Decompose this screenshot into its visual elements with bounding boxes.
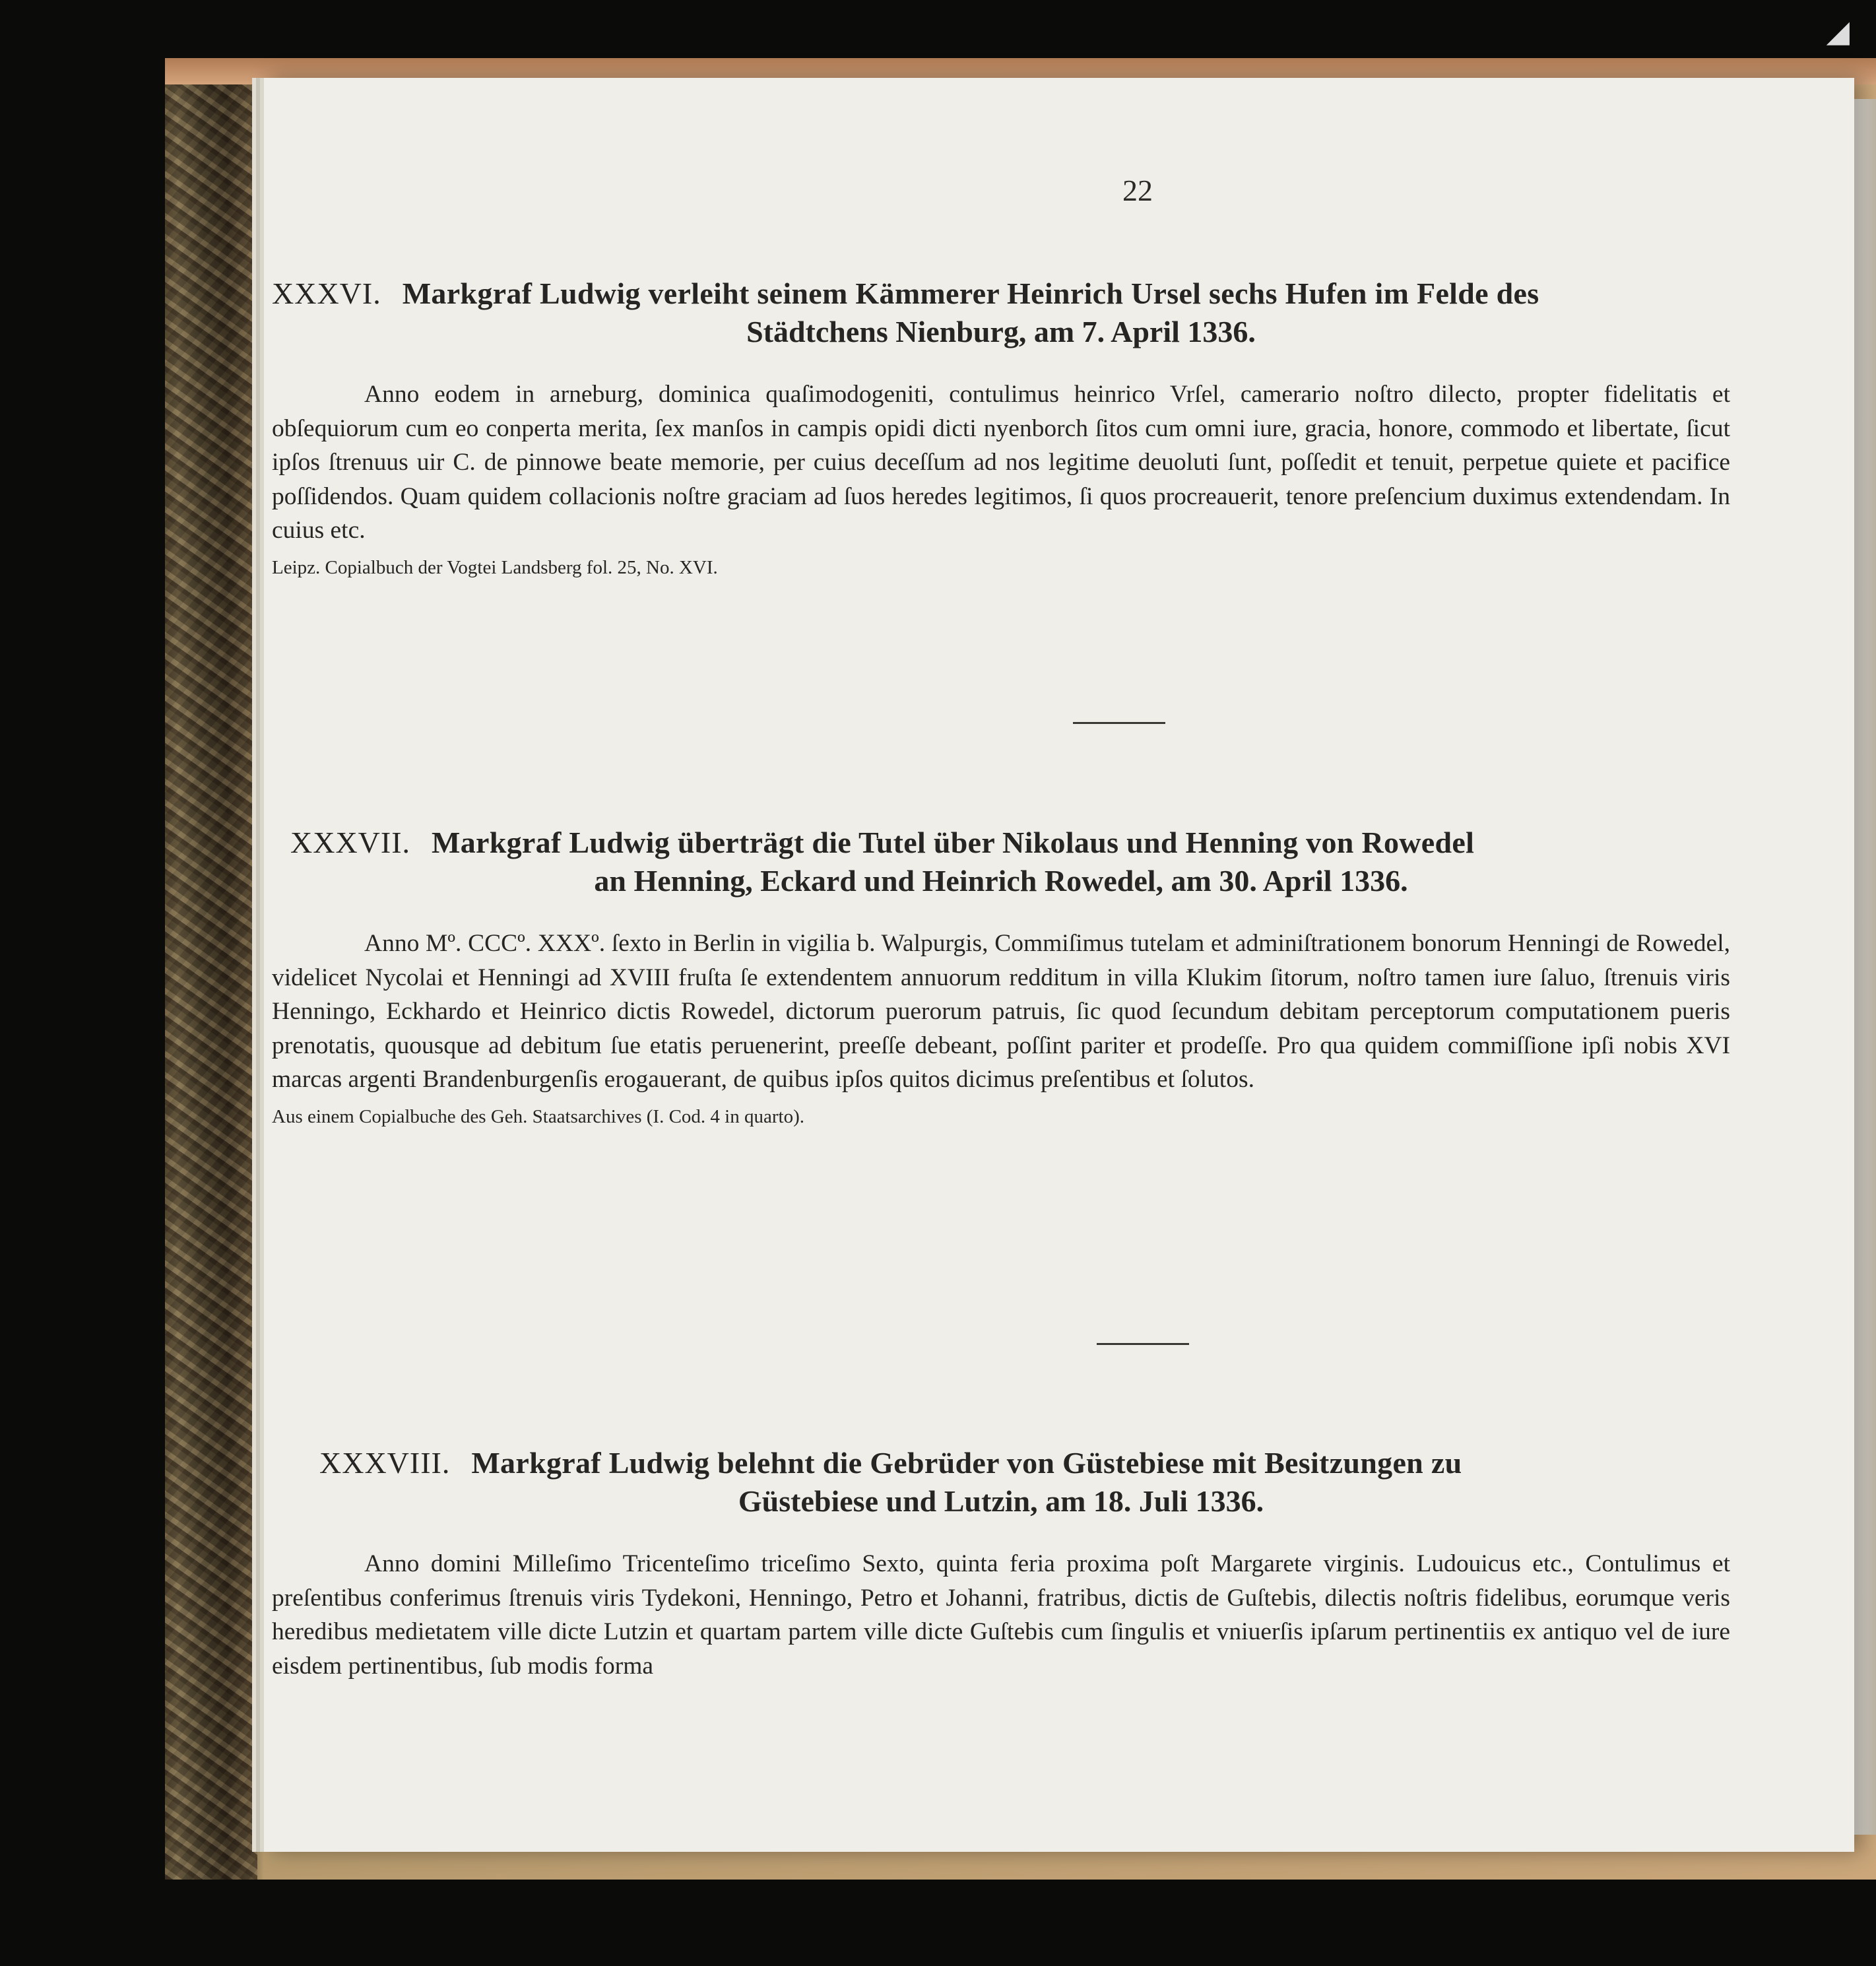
page-number: 22 (1122, 174, 1153, 207)
section-title-continued: Güstebiese und Lutzin, am 18. Juli 1336. (738, 1484, 1264, 1518)
section-body: Anno domini Milleſimo Tricenteſimo triceſimo Sexto, quinta feria proxima poſt Margarete virginis. Ludouicus etc., Contulimus et preſentibus conferimus ſtrenuis viris Tydekoni, Henningo, Petro et Johanni, fratribus, dictis de Guſtebis, dilectis noſtris fidelibus, eorumque veris heredibus medietatem ville dicte Lutzin et quartam partem ville dicte Guſtebis cum ſingulis et vniuerſis ipſarum pertinentiis ex antiquo vel de iure eisdem pertinentibus, ſub modis forma (272, 1550, 1730, 1680)
section-title-continued: Städtchens Nienburg, am 7. April 1336. (746, 315, 1256, 348)
section-numeral: XXXVII. (290, 826, 411, 859)
section-source: Leipz. Copialbuch der Vogtei Landsberg fol. 25, No. XVI. (272, 556, 718, 578)
section-title: Markgraf Ludwig verleiht seinem Kämmerer Heinrich Ursel sechs Hufen im Felde des (402, 277, 1539, 310)
section-body: Anno eodem in arneburg, dominica quaſimodogeniti, contulimus heinrico Vrſel, camerario noſtro dilecto, propter fidelitatis et obſequiorum cum eo conperta merita, ſex manſos in campis opidi dicti nyenborch ſitos cum omni iure, gracia, honore, commodo et libertate, ſicut ipſos ſtrenuus uir C. de pinnowe beate memorie, per cuius deceſſum ad nos legitime deuoluti ſunt, poſſedit et tenuit, perpetue quiete et pacifice poſſidendos. Quam quidem collacionis noſtre graciam ad ſuos heredes legitimos, ſi quos procreauerit, tenore preſencium duximus extendendam. In cuius etc. (272, 381, 1730, 544)
document-section (272, 1444, 1730, 1683)
section-numeral: XXXVIII. (319, 1446, 451, 1480)
document-section (272, 275, 1730, 581)
section-title: Markgraf Ludwig belehnt die Gebrüder von Güstebiese mit Besitzungen zu (471, 1446, 1462, 1480)
document-section (272, 824, 1730, 1130)
section-heading (272, 1444, 1730, 1482)
section-divider (1073, 722, 1165, 724)
section-body: Anno Mº. CCCº. XXXº. ſexto in Berlin in vigilia b. Walpurgis, Commiſimus tutelam et adminiſtrationem bonorum Henningi de Rowedel, videlicet Nycolai et Henningi ad XVIII fruſta ſe extendentem annuorum redditum in villa Klukim ſitorum, noſtro tamen iure ſaluo, ſtrenuis viris Henningo, Eckhardo et Heinrico dictis Rowedel, dictorum puerorum patruis, ſic quod ſecundum debitam perceptorum computationem pueris prenotatis, quousque ad debitum ſue etatis peruenerint, preeſſe debeant, poſſint pariter et prodeſſe. Pro qua quidem commiſſione ipſi nobis XVI marcas argenti Brandenburgenſis erogauerant, de quibus ipſos quitos dicimus preſentibus et ſolutos. (272, 930, 1730, 1093)
section-numeral: XXXVI. (272, 277, 381, 310)
section-title-continued: an Henning, Eckard und Heinrich Rowedel, am 30. April 1336. (594, 864, 1408, 898)
marbled-edge (165, 58, 257, 1880)
section-heading (272, 824, 1730, 862)
section-title: Markgraf Ludwig überträgt die Tutel über Nikolaus und Henning von Rowedel (432, 826, 1475, 859)
section-divider (1097, 1343, 1189, 1345)
section-heading (272, 275, 1730, 313)
section-source: Aus einem Copialbuche des Geh. Staatsarchives (I. Cod. 4 in quarto). (272, 1105, 804, 1127)
scan-corner-mark: ◢ (1826, 15, 1850, 48)
